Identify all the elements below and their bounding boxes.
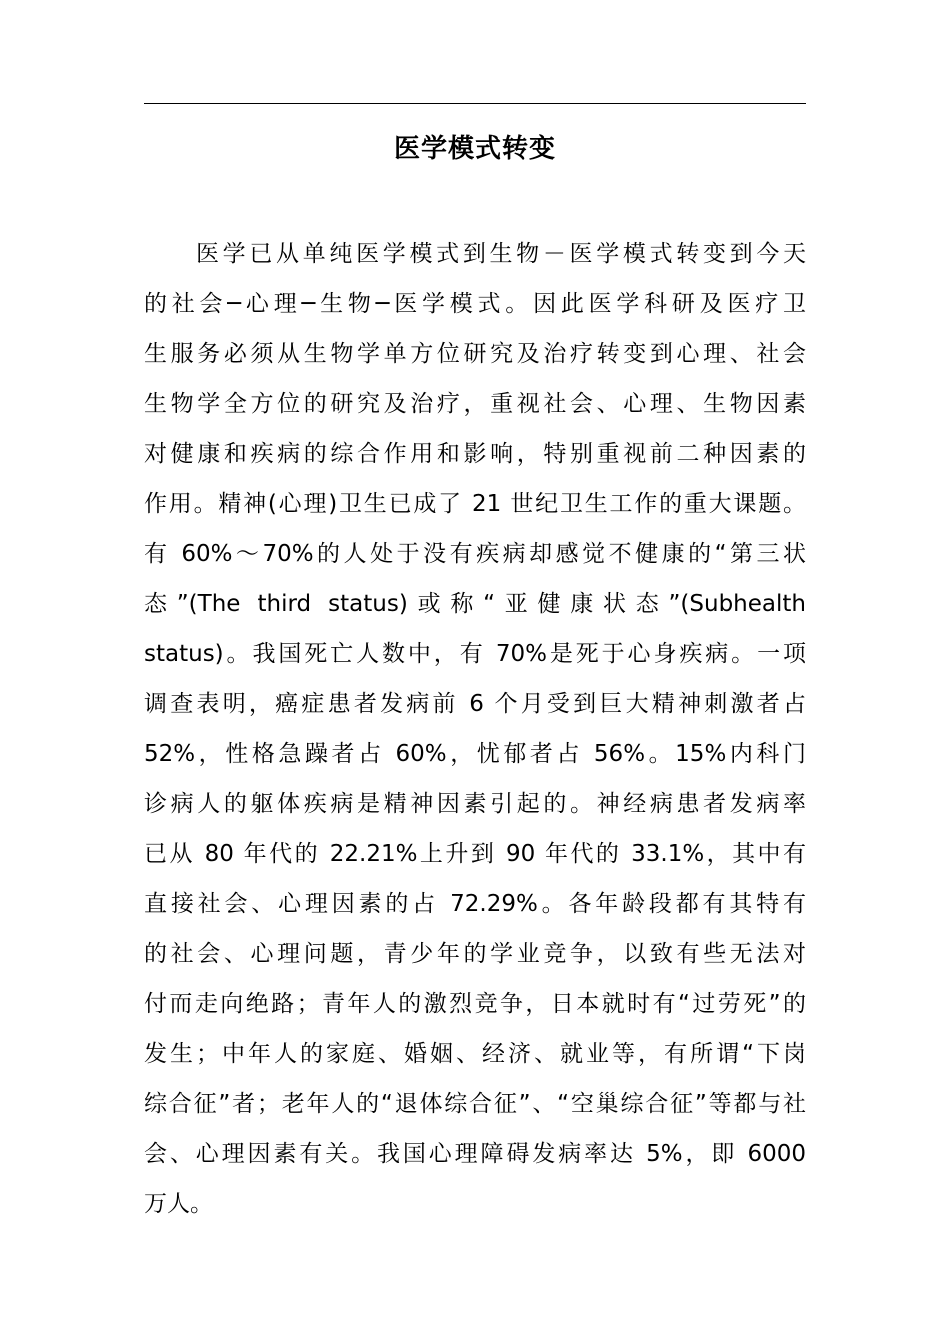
paragraph-line: 对健康和疾病的综合作用和影响，特别重视前二种因素的 xyxy=(144,441,806,467)
paragraph-line: 付而走向绝路；青年人的激烈竞争，日本就时有“过劳死”的 xyxy=(144,991,806,1017)
paragraph-line: 52%，性格急躁者占 60%，忧郁者占 56%。15%内科门 xyxy=(144,741,806,767)
body-paragraph xyxy=(144,229,806,1229)
paragraph-line: 医学已从单纯医学模式到生物－医学模式转变到今天 xyxy=(196,241,806,267)
paragraph-line: 万人。 xyxy=(144,1191,213,1217)
paragraph-line: 有 60%～70%的人处于没有疾病却感觉不健康的“第三状 xyxy=(144,541,806,567)
header-rule xyxy=(144,103,806,104)
paragraph-line: 态”(The third status)或称“亚健康状态”(Subhealth xyxy=(144,591,806,617)
paragraph-line: 的社会─心理─生物─医学模式。因此医学科研及医疗卫 xyxy=(144,291,806,317)
paragraph-line: status)。我国死亡人数中，有 70%是死于心身疾病。一项 xyxy=(144,641,806,667)
paragraph-line: 发生；中年人的家庭、婚姻、经济、就业等，有所谓“下岗 xyxy=(144,1041,806,1067)
paragraph-line: 会、心理因素有关。我国心理障碍发病率达 5%，即 6000 xyxy=(144,1141,806,1167)
paragraph-line: 的社会、心理问题，青少年的学业竞争，以致有些无法对 xyxy=(144,941,806,967)
paragraph-line: 作用。精神(心理)卫生已成了 21 世纪卫生工作的重大课题。 xyxy=(144,491,806,517)
paragraph-line: 生物学全方位的研究及治疗，重视社会、心理、生物因素 xyxy=(144,391,806,417)
document-title: 医学模式转变 xyxy=(393,134,556,164)
paragraph-line: 已从 80 年代的 22.21%上升到 90 年代的 33.1%，其中有 xyxy=(144,841,806,867)
paragraph-line: 直接社会、心理因素的占 72.29%。各年龄段都有其特有 xyxy=(144,891,806,917)
paragraph-line: 综合征”者；老年人的“退体综合征”、“空巢综合征”等都与社 xyxy=(144,1091,806,1117)
paragraph-line: 生服务必须从生物学单方位研究及治疗转变到心理、社会 xyxy=(144,341,806,367)
paragraph-line: 调查表明，癌症患者发病前 6 个月受到巨大精神刺激者占 xyxy=(144,691,806,717)
paragraph-line: 诊病人的躯体疾病是精神因素引起的。神经病患者发病率 xyxy=(144,791,806,817)
